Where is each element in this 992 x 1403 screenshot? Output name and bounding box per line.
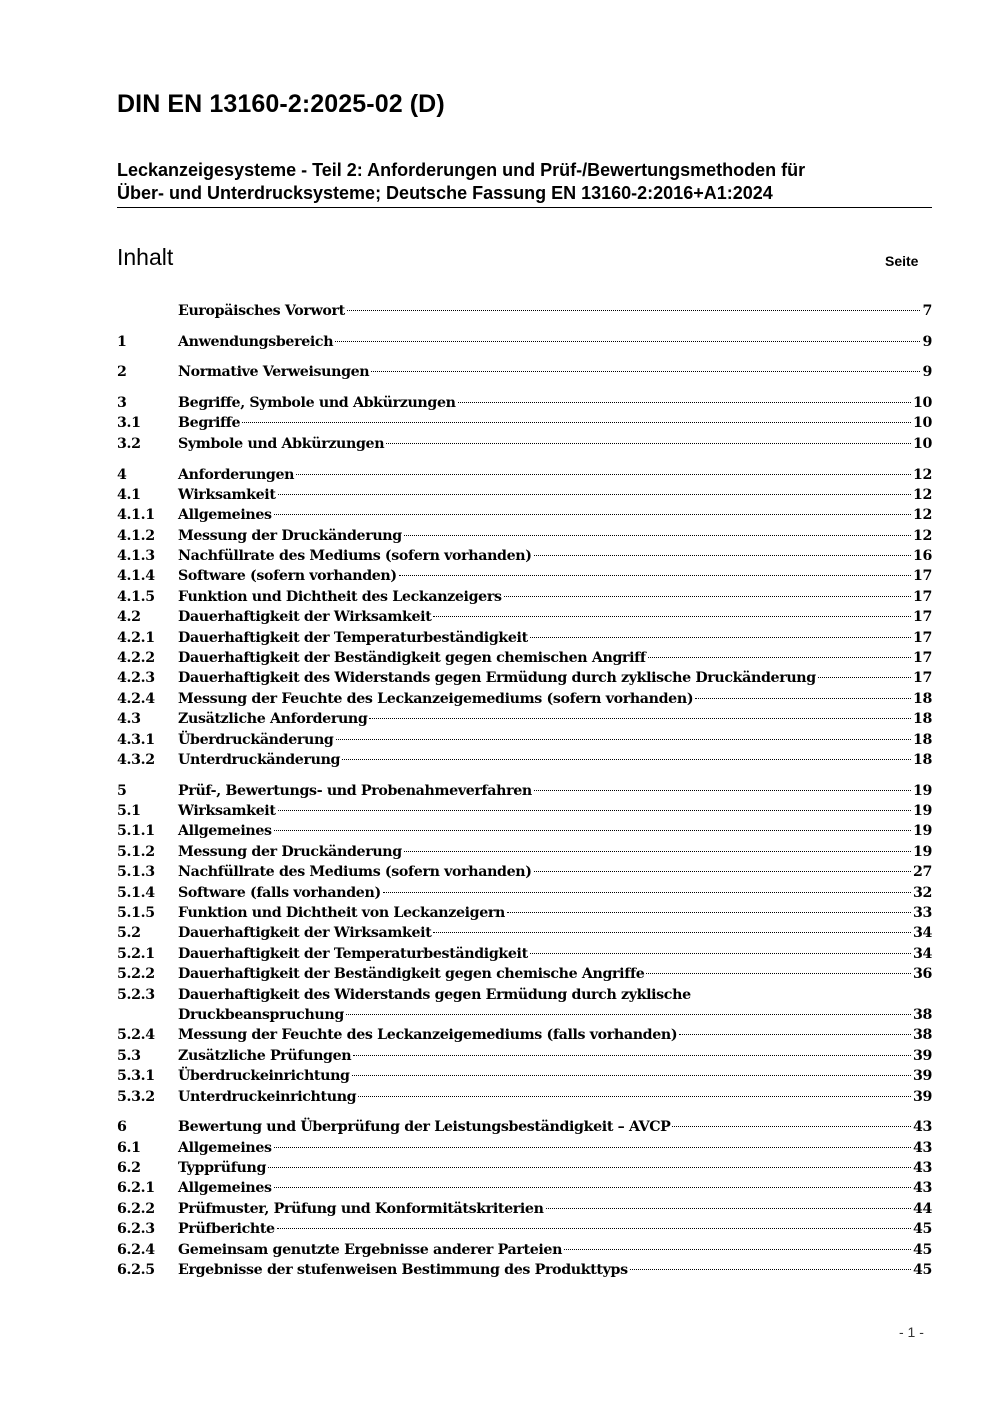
toc-entry[interactable]	[117, 1117, 932, 1137]
toc-entry-title: Prüf-, Bewertungs- und Probenahmeverfahren	[178, 782, 532, 799]
toc-dot-leader	[433, 616, 911, 617]
toc-entry-line	[178, 1138, 932, 1158]
toc-entry-line	[178, 1025, 932, 1045]
toc-entry[interactable]	[117, 566, 932, 586]
toc-entry-line	[178, 434, 932, 454]
toc-entry-number: 5.1.4	[117, 884, 155, 901]
toc-entry-number: 5.3	[117, 1047, 141, 1064]
toc-dot-leader	[534, 790, 911, 791]
toc-entry-line	[178, 862, 932, 882]
toc-entry-page: 12	[912, 486, 932, 503]
toc-dot-leader	[274, 1187, 911, 1188]
toc-dot-leader	[335, 341, 920, 342]
toc-entry-number: 4.3.1	[117, 731, 155, 748]
toc-entry-number: 5.1.2	[117, 843, 155, 860]
toc-entry-title: Druckbeanspruchung	[178, 1006, 344, 1023]
toc-entry-title: Wirksamkeit	[178, 486, 276, 503]
toc-dot-leader	[386, 443, 911, 444]
toc-entry[interactable]	[117, 413, 932, 433]
toc-entry-title: Software (falls vorhanden)	[178, 884, 381, 901]
toc-dot-leader	[371, 371, 920, 372]
toc-dot-leader	[504, 596, 911, 597]
toc-entry-page: 45	[912, 1221, 932, 1238]
toc-entry-line	[178, 628, 932, 648]
toc-entry-line	[178, 393, 932, 413]
toc-entry-title: Zusätzliche Prüfungen	[178, 1047, 352, 1064]
toc-entry-title: Anwendungsbereich	[178, 333, 334, 350]
toc-dot-leader	[353, 1055, 911, 1056]
toc-entry-page: 27	[912, 864, 932, 881]
toc-entry-title: Prüfberichte	[178, 1221, 275, 1238]
document-title	[117, 159, 932, 208]
toc-entry-number: 4.1.4	[117, 568, 155, 585]
toc-entry-page: 10	[912, 435, 932, 452]
toc-entry-line	[178, 964, 932, 984]
toc-entry-page: 34	[912, 925, 932, 942]
toc-entry[interactable]	[117, 883, 932, 903]
document-id: DIN EN 13160-2:2025-02 (D)	[117, 90, 445, 118]
toc-entry-page: 12	[912, 507, 932, 524]
toc-entry-number: 2	[117, 364, 127, 381]
toc-entry-line	[178, 903, 932, 923]
toc-dot-leader	[818, 677, 911, 678]
toc-entry-page: 17	[912, 588, 932, 605]
toc-entry-line	[178, 526, 932, 546]
toc-entry[interactable]	[117, 526, 932, 546]
toc-entry-page: 17	[912, 670, 932, 687]
toc-entry-title: Dauerhaftigkeit der Beständigkeit gegen chemischen Angriff	[178, 650, 646, 667]
toc-entry-number: 1	[117, 333, 127, 350]
toc-entry-number: 5	[117, 782, 127, 799]
toc-entry[interactable]	[117, 362, 932, 382]
toc-entry-title: Unterdruckeinrichtung	[178, 1088, 357, 1105]
toc-dot-leader	[274, 514, 911, 515]
toc-dot-leader	[369, 718, 911, 719]
toc-dot-leader	[679, 1034, 911, 1035]
toc-entry-line	[178, 587, 932, 607]
toc-entry-number: 3.1	[117, 415, 141, 432]
toc-entry-line	[178, 781, 932, 801]
toc-entry-number: 6	[117, 1119, 127, 1136]
toc-entry-number: 5.3.2	[117, 1088, 155, 1105]
toc-entry-number: 4.2.2	[117, 650, 155, 667]
toc-page-column-heading: Seite	[885, 253, 919, 269]
toc-entry-title: Messung der Druckänderung	[178, 843, 402, 860]
toc-entry-line	[178, 750, 932, 770]
toc-entry[interactable]	[117, 1219, 932, 1239]
toc-dot-leader	[274, 830, 911, 831]
toc-entry-number: 6.2.4	[117, 1241, 155, 1258]
toc-entry-page: 9	[922, 333, 932, 350]
toc-entry-line	[178, 883, 932, 903]
toc-entry-number: 6.2.5	[117, 1261, 155, 1278]
toc-entry-page: 7	[922, 303, 932, 319]
toc-entry[interactable]	[117, 668, 932, 688]
toc-dot-leader	[646, 973, 911, 974]
toc-entry[interactable]	[117, 1240, 932, 1260]
toc-entry[interactable]	[117, 1138, 932, 1158]
toc-entry[interactable]	[117, 485, 932, 505]
toc-entry-page: 10	[912, 395, 932, 412]
toc-entry-title: Dauerhaftigkeit der Temperaturbeständigkeit	[178, 945, 528, 962]
toc-entry-number: 4.2	[117, 609, 141, 626]
toc-entry-title: Normative Verweisungen	[178, 364, 370, 381]
toc-entry-page: 45	[912, 1241, 932, 1258]
toc-entry-number: 5.2.1	[117, 945, 155, 962]
toc-dot-leader	[404, 851, 911, 852]
toc-entry-title: Überdruckänderung	[178, 731, 334, 748]
toc-dot-leader	[347, 310, 921, 311]
toc-entry-number: 4	[117, 466, 127, 483]
toc-entry-number: 5.2.2	[117, 966, 155, 983]
toc-entry-page: 39	[912, 1068, 932, 1085]
toc-dot-leader	[383, 892, 911, 893]
toc-dot-leader	[278, 494, 911, 495]
toc-entry-title: Begriffe	[178, 415, 241, 432]
toc-entry-number: 5.2.4	[117, 1027, 155, 1044]
toc-entry[interactable]	[117, 332, 932, 352]
toc-entry-page: 34	[912, 945, 932, 962]
toc-entry[interactable]	[117, 1158, 932, 1178]
toc-entry[interactable]	[117, 985, 932, 1026]
toc-entry-title: Europäisches Vorwort	[178, 303, 345, 319]
toc-dot-leader	[648, 657, 911, 658]
toc-entry-line	[178, 842, 932, 862]
toc-entry-title: Allgemeines	[178, 507, 272, 524]
toc-entry-line	[178, 1046, 932, 1066]
toc-dot-leader	[534, 871, 911, 872]
toc-entry-number: 6.2.2	[117, 1200, 155, 1217]
toc-entry[interactable]	[117, 750, 932, 770]
toc-entry-line	[178, 566, 932, 586]
toc-entry-number: 4.1	[117, 486, 141, 503]
toc-entry-page: 19	[912, 823, 932, 840]
toc-entry-number: 5.1.1	[117, 823, 155, 840]
toc-entry-number: 6.2.1	[117, 1180, 155, 1197]
toc-entry-page: 12	[912, 466, 932, 483]
toc-entry-title: Allgemeines	[178, 1180, 272, 1197]
toc-entry[interactable]	[117, 842, 932, 862]
toc-dot-leader	[507, 912, 911, 913]
toc-entry[interactable]	[117, 781, 932, 801]
toc-entry-number: 4.2.3	[117, 670, 155, 687]
toc-entry-title: Funktion und Dichtheit des Leckanzeigers	[178, 588, 502, 605]
toc-dot-leader	[564, 1249, 911, 1250]
toc-dot-leader	[342, 759, 911, 760]
toc-dot-leader	[630, 1269, 911, 1270]
toc-entry-title: Allgemeines	[178, 823, 272, 840]
toc-entry-title: Software (sofern vorhanden)	[178, 568, 397, 585]
toc-entry-title: Typprüfung	[178, 1160, 267, 1177]
toc-entry-line	[178, 923, 932, 943]
toc-entry-title: Wirksamkeit	[178, 803, 276, 820]
toc-entry[interactable]	[117, 903, 932, 923]
toc-entry[interactable]	[117, 301, 932, 321]
toc-dot-leader	[546, 1208, 911, 1209]
toc-entry-title: Dauerhaftigkeit der Temperaturbeständigkeit	[178, 629, 528, 646]
toc-dot-leader	[277, 1228, 911, 1229]
toc-entry-line	[178, 485, 932, 505]
toc-entry-line	[178, 1117, 932, 1137]
toc-dot-leader	[358, 1096, 911, 1097]
toc-entry-number: 4.1.1	[117, 507, 155, 524]
toc-entry-page: 12	[912, 527, 932, 544]
toc-entry-line	[178, 944, 932, 964]
toc-entry[interactable]	[117, 505, 932, 525]
toc-entry[interactable]	[117, 801, 932, 821]
toc-entry-page: 17	[912, 568, 932, 585]
toc-entry-page: 19	[912, 843, 932, 860]
toc-dot-leader	[346, 1014, 911, 1015]
toc-entry-line	[178, 1087, 932, 1107]
toc-entry-page: 44	[912, 1200, 932, 1217]
toc-entry-number: 6.1	[117, 1139, 141, 1156]
toc-entry-line	[178, 332, 932, 352]
toc-entry-page: 45	[912, 1261, 932, 1278]
toc-entry-number: 6.2.3	[117, 1221, 155, 1238]
toc-entry-title: Begriffe, Symbole und Abkürzungen	[178, 395, 456, 412]
toc-entry-number: 4.1.3	[117, 548, 155, 565]
toc-dot-leader	[242, 422, 911, 423]
toc-entry[interactable]	[117, 1260, 932, 1280]
toc-entry-page: 16	[912, 548, 932, 565]
toc-entry-page: 17	[912, 609, 932, 626]
toc-dot-leader	[404, 535, 911, 536]
toc-entry-line	[178, 1066, 932, 1086]
toc-entry-title: Funktion und Dichtheit von Leckanzeigern	[178, 905, 506, 922]
toc-entry-line	[178, 465, 932, 485]
toc-entry-page: 17	[912, 629, 932, 646]
toc-entry-line	[178, 1199, 932, 1219]
toc-entry[interactable]	[117, 944, 932, 964]
toc-entry-number: 4.3.2	[117, 752, 155, 768]
toc-entry[interactable]	[117, 1046, 932, 1066]
toc-entry[interactable]	[117, 648, 932, 668]
toc-entry-title: Dauerhaftigkeit der Wirksamkeit	[178, 609, 432, 626]
toc-entry[interactable]	[117, 607, 932, 627]
toc-entry-title: Messung der Feuchte des Leckanzeigemediums (falls vorhanden)	[178, 1027, 678, 1044]
toc-entry-title: Prüfmuster, Prüfung und Konformitätskriterien	[178, 1200, 544, 1217]
toc-dot-leader	[296, 474, 911, 475]
toc-dot-leader	[399, 575, 911, 576]
toc-entry-page: 18	[912, 731, 932, 748]
toc-entry[interactable]	[117, 1199, 932, 1219]
toc-entry-page: 38	[912, 1027, 932, 1044]
toc-entry-line	[178, 1178, 932, 1198]
toc-entry-number: 3	[117, 395, 127, 412]
toc-entry-line	[178, 301, 932, 321]
toc-entry-line	[178, 1240, 932, 1260]
toc-entry-number: 5.1	[117, 803, 141, 820]
toc-entry-page: 18	[912, 711, 932, 728]
toc-dot-leader	[278, 810, 911, 811]
toc-entry-title: Messung der Druckänderung	[178, 527, 402, 544]
toc-entry-number: 4.3	[117, 711, 141, 728]
toc-entry-line	[178, 546, 932, 566]
toc-entry-title: Unterdruckänderung	[178, 752, 341, 768]
toc-entry-page: 17	[912, 650, 932, 667]
toc-entry-title: Dauerhaftigkeit der Wirksamkeit	[178, 925, 432, 942]
toc-dot-leader	[530, 637, 911, 638]
toc-entry[interactable]	[117, 1066, 932, 1086]
toc-entry[interactable]	[117, 730, 932, 750]
toc-entry[interactable]	[117, 689, 932, 709]
toc-dot-leader	[458, 402, 911, 403]
toc-entry[interactable]	[117, 1178, 932, 1198]
table-of-contents	[117, 301, 932, 1280]
toc-entry-line	[178, 689, 932, 709]
toc-dot-leader	[672, 1126, 910, 1127]
toc-entry-title: Symbole und Abkürzungen	[178, 435, 385, 452]
toc-entry[interactable]	[117, 546, 932, 566]
toc-entry-number: 4.2.1	[117, 629, 155, 646]
toc-entry[interactable]	[117, 821, 932, 841]
toc-entry-title: Zusätzliche Anforderung	[178, 711, 368, 728]
toc-entry-line	[178, 801, 932, 821]
toc-entry-page: 18	[912, 690, 932, 707]
toc-entry-page: 19	[912, 782, 932, 799]
toc-entry-line	[178, 730, 932, 750]
toc-entry-page: 39	[912, 1047, 932, 1064]
toc-entry-title-line-1: Dauerhaftigkeit des Widerstands gegen Ermüdung durch zyklische	[178, 986, 691, 1003]
toc-entry[interactable]	[117, 587, 932, 607]
toc-dot-leader	[534, 555, 911, 556]
toc-entry-title: Gemeinsam genutzte Ergebnisse anderer Parteien	[178, 1241, 563, 1258]
toc-entry[interactable]	[117, 1087, 932, 1107]
toc-heading: Inhalt	[117, 244, 174, 270]
toc-entry-title: Bewertung und Überprüfung der Leistungsbeständigkeit – AVCP	[178, 1119, 671, 1136]
toc-dot-leader	[530, 953, 911, 954]
toc-entry-line	[178, 1219, 932, 1239]
toc-entry-number: 5.2	[117, 925, 141, 942]
toc-entry-page: 43	[912, 1160, 932, 1177]
toc-entry[interactable]	[117, 923, 932, 943]
toc-entry[interactable]	[117, 964, 932, 984]
toc-entry[interactable]	[117, 434, 932, 454]
toc-entry-page: 10	[912, 415, 932, 432]
toc-dot-leader	[268, 1167, 911, 1168]
toc-dot-leader	[695, 698, 911, 699]
toc-entry[interactable]	[117, 465, 932, 485]
toc-entry-number: 6.2	[117, 1160, 141, 1177]
toc-entry-number: 4.2.4	[117, 690, 155, 707]
toc-entry-page: 38	[912, 1006, 932, 1023]
toc-entry-line	[178, 709, 932, 729]
toc-entry-page: 9	[922, 364, 932, 381]
document-title-line-1: Leckanzeigesysteme - Teil 2: Anforderungen und Prüf-/Bewertungsmethoden für	[117, 160, 806, 180]
toc-entry-title: Dauerhaftigkeit der Beständigkeit gegen chemische Angriffe	[178, 966, 645, 983]
toc-dot-leader	[336, 739, 911, 740]
toc-entry-line	[178, 821, 932, 841]
toc-entry-page: 33	[912, 905, 932, 922]
toc-entry-title: Allgemeines	[178, 1139, 272, 1156]
toc-entry-title: Anforderungen	[178, 466, 295, 483]
toc-entry-line	[178, 1158, 932, 1178]
toc-entry-title: Nachfüllrate des Mediums (sofern vorhanden)	[178, 864, 532, 881]
toc-entry-title: Überdruckeinrichtung	[178, 1068, 350, 1085]
toc-entry-number: 5.2.3	[117, 986, 155, 1003]
document-title-line-2: Über- und Unterdrucksysteme; Deutsche Fassung EN 13160-2:2016+A1:2024	[117, 183, 773, 203]
toc-entry-page: 43	[912, 1119, 932, 1136]
toc-dot-leader	[433, 932, 911, 933]
toc-entry-title: Dauerhaftigkeit des Widerstands gegen Ermüdung durch zyklische Druckänderung	[178, 670, 816, 687]
toc-entry-title: Nachfüllrate des Mediums (sofern vorhanden)	[178, 548, 532, 565]
toc-entry-number: 5.3.1	[117, 1068, 155, 1085]
toc-entry-line	[178, 505, 932, 525]
toc-entry-page: 36	[912, 966, 932, 983]
toc-entry-line	[178, 413, 932, 433]
toc-entry-number: 3.2	[117, 435, 141, 452]
toc-entry-line	[178, 607, 932, 627]
toc-entry-page: 32	[912, 884, 932, 901]
toc-entry-page: 19	[912, 803, 932, 820]
toc-entry[interactable]	[117, 862, 932, 882]
toc-entry-title: Messung der Feuchte des Leckanzeigemediums (sofern vorhanden)	[178, 690, 694, 707]
toc-entry-line	[178, 1260, 932, 1280]
toc-entry-line	[178, 668, 932, 688]
toc-entry[interactable]	[117, 628, 932, 648]
toc-entry-number: 5.1.5	[117, 905, 155, 922]
toc-entry[interactable]	[117, 393, 932, 413]
toc-entry-page: 43	[912, 1139, 932, 1156]
toc-entry-line	[178, 362, 932, 382]
toc-entry-number: 4.1.5	[117, 588, 155, 605]
toc-entry-line	[178, 1005, 932, 1025]
toc-entry-page: 43	[912, 1180, 932, 1197]
toc-entry-number: 5.1.3	[117, 864, 155, 881]
toc-entry-page: 39	[912, 1088, 932, 1105]
toc-entry-line	[178, 648, 932, 668]
page-number: - 1 -	[899, 1324, 924, 1340]
toc-entry-title: Ergebnisse der stufenweisen Bestimmung des Produkttyps	[178, 1261, 628, 1278]
toc-entry[interactable]	[117, 1025, 932, 1045]
toc-dot-leader	[274, 1147, 911, 1148]
toc-dot-leader	[352, 1075, 911, 1076]
toc-entry[interactable]	[117, 709, 932, 729]
toc-entry-page: 18	[912, 752, 932, 768]
toc-entry-number: 4.1.2	[117, 527, 155, 544]
